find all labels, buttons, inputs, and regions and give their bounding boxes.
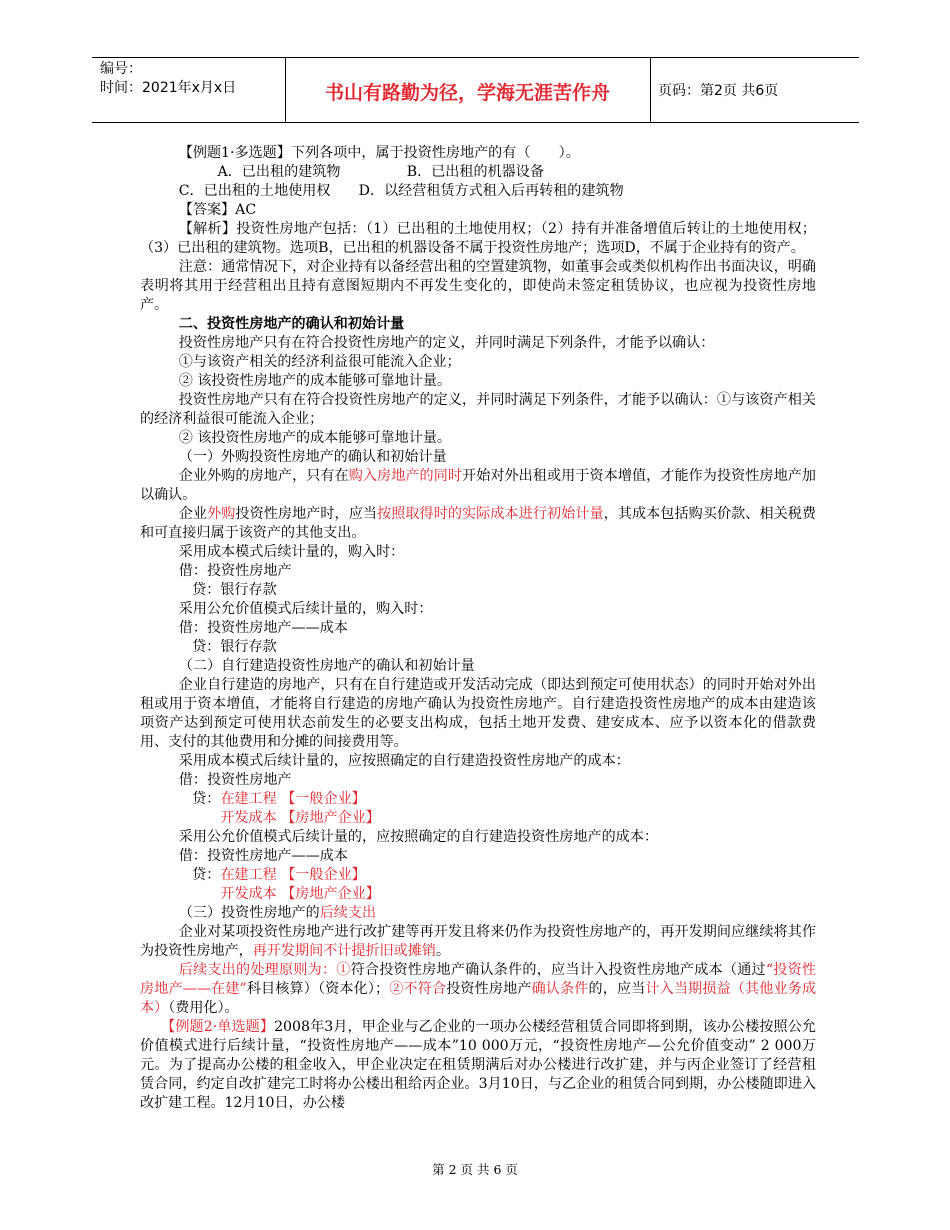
journal-credit: 贷：在建工程 【一般企业】 [192, 867, 366, 883]
highlight-text: 后续支出 [319, 905, 377, 921]
option-a: A．已出租的建筑物 [217, 164, 341, 180]
header-meta [100, 60, 236, 98]
recognition-condition-2: ② 该投资性房地产的成本能够可靠地计量。 [178, 373, 452, 389]
subsection-1-heading: （一）外购投资性房地产的确认和初始计量 [178, 449, 447, 465]
example-1-question: 【例题1·多选题】下列各项中，属于投资性房地产的有（ ）。 [178, 145, 580, 161]
example-2-question: 【例题2·单选题】2008年3月，甲企业与乙企业的一项办公楼经营租赁合同即将到期，该办公楼按照公允价值模式进行后续计量，“投资性房地产——成本”10 000万元，“投资性房地产—公允价值变动” 2 000万元。为了提高办公楼的租金收入，甲企业决定在租赁期满后对办公楼进行改扩建，并与丙企业签订了经营租赁合同，约定自改扩建完工时将办公楼出租给丙企业。3月10日，与乙企业的租赁合同到期，办公楼随即进入改扩建工程。12月10日，办公楼 [140, 1019, 816, 1111]
highlight-text: 按照取得时的实际成本进行初始计量 [377, 506, 604, 522]
highlight-text: 购入房地产的同时 [348, 468, 463, 484]
subsection-1-para-2: 企业外购投资性房地产时，应当按照取得时的实际成本进行初始计量，其成本包括购买价款、相关税费和可直接归属于该资产的其他支出。 [140, 506, 817, 541]
journal-credit: 贷：在建工程 【一般企业】 [192, 791, 366, 807]
recognition-condition-1: ①与该资产相关的经济利益很可能流入企业； [178, 354, 461, 370]
journal-credit-alt: 开发成本 【房地产企业】 [220, 886, 380, 902]
document-body [140, 144, 816, 1113]
subsection-3-para-2: 后续支出的处理原则为：①符合投资性房地产确认条件的，应当计入投资性房地产成本（通过“投资性房地产——在建”科目核算）（资本化）；②不符合投资性房地产确认条件的，应当计入当期损益（其他业务成本）（费用化）。 [140, 962, 817, 1016]
header-top-rule [92, 57, 859, 58]
recognition-repeat: 投资性房地产只有在符合投资性房地产的定义，并同时满足下列条件，才能予以确认：①与该资产相关的经济利益很可能流入企业； [140, 392, 816, 427]
journal-credit: 贷：银行存款 [192, 582, 277, 598]
highlight-text: 确认条件 [531, 981, 589, 997]
highlight-text: 在建工程 【一般企业】 [220, 791, 366, 807]
header-bottom-rule [92, 122, 859, 123]
journal-debit: 借：投资性房地产 [178, 772, 292, 788]
header-motto: 书山有路勤为径，学海无涯苦作舟 [324, 82, 610, 104]
section-2-heading: 二、投资性房地产的确认和初始计量 [178, 316, 405, 332]
note-paragraph: 注意：通常情况下，对企业持有以备经营出租的空置建筑物，如董事会或类似机构作出书面决议，明确表明将其用于经营租出且持有意图短期内不再发生变化的，即使尚未签定租赁协议，也应视为投资性房地产。 [140, 259, 816, 313]
option-b: B．已出租的机器设备 [406, 164, 544, 180]
time-label: 时间：2021年x月x日 [100, 80, 237, 96]
highlight-text: 后续支出的处理原则为：① [178, 962, 351, 978]
example-1-analysis: 【解析】投资性房地产包括：（1）已出租的土地使用权；（2）持有并准备增值后转让的土地使用权；（3）已出租的建筑物。选项B，已出租的机器设备不属于投资性房地产；选项D，不属于企业持有的资产。 [140, 221, 816, 256]
highlight-text: 再开发期间不计提折旧或摊销 [252, 943, 436, 959]
journal-credit-alt: 开发成本 【房地产企业】 [220, 810, 380, 826]
subsection-3-heading: （三）投资性房地产的后续支出 [178, 905, 377, 921]
highlight-text: 在建工程 【一般企业】 [220, 867, 366, 883]
header-divider-1 [285, 57, 286, 122]
fair-value-model-purchase: 采用公允价值模式后续计量的，购入时： [178, 601, 433, 617]
journal-debit: 借：投资性房地产 [178, 563, 292, 579]
highlight-text: 外购 [207, 506, 236, 522]
example-1-options-ab [140, 163, 816, 182]
header-page-number: 页码：第2页 共6页 [658, 83, 779, 99]
cost-model-purchase: 采用成本模式后续计量的，购入时： [178, 544, 405, 560]
subsection-1-para-1: 企业外购的房地产，只有在购入房地产的同时开始对外出租或用于资本增值，才能作为投资性房地产加以确认。 [140, 468, 817, 503]
example-1-options-cd: C．已出租的土地使用权 D．以经营租赁方式租入后再转租的建筑物 [178, 183, 624, 199]
journal-credit: 贷：银行存款 [192, 639, 277, 655]
highlight-text: 计入当期损益（其他业务成本） [140, 981, 817, 1016]
cost-model-build: 采用成本模式后续计量的，应按照确定的自行建造投资性房地产的成本： [178, 753, 630, 769]
fair-value-model-build: 采用公允价值模式后续计量的，应按照确定的自行建造投资性房地产的成本： [178, 829, 658, 845]
example-1-answer: 【答案】AC [178, 202, 257, 218]
serial-label: 编号： [100, 61, 142, 77]
recognition-condition-2b: ② 该投资性房地产的成本能够可靠地计量。 [178, 430, 452, 446]
journal-debit: 借：投资性房地产——成本 [178, 848, 348, 864]
example-2-label: 【例题2·单选题】 [161, 1019, 275, 1035]
subsection-3-para-1: 企业对某项投资性房地产进行改扩建等再开发且将来仍作为投资性房地产的，再开发期间应继续将其作为投资性房地产，再开发期间不计提折旧或摊销。 [140, 924, 816, 959]
recognition-intro: 投资性房地产只有在符合投资性房地产的定义，并同时满足下列条件，才能予以确认： [178, 335, 715, 351]
header-divider-2 [650, 57, 651, 122]
highlight-text: ②不符合 [389, 981, 447, 997]
highlight-text: “投资性房地产——在建” [140, 962, 816, 997]
subsection-2-para-1: 企业自行建造的房地产，只有在自行建造或开发活动完成（即达到预定可使用状态）的同时开始对外出租或用于资本增值，才能将自行建造的房地产确认为投资性房地产。自行建造投资性房地产的成本由建造该项资产达到预定可使用状态前发生的必要支出构成，包括土地开发费、建安成本、应予以资本化的借款费用、支付的其他费用和分摊的间接费用等。 [140, 677, 816, 750]
subsection-2-heading: （二）自行建造投资性房地产的确认和初始计量 [178, 658, 475, 674]
journal-debit: 借：投资性房地产——成本 [178, 620, 348, 636]
page-footer: 第 2 页 共 6 页 [432, 1162, 518, 1177]
